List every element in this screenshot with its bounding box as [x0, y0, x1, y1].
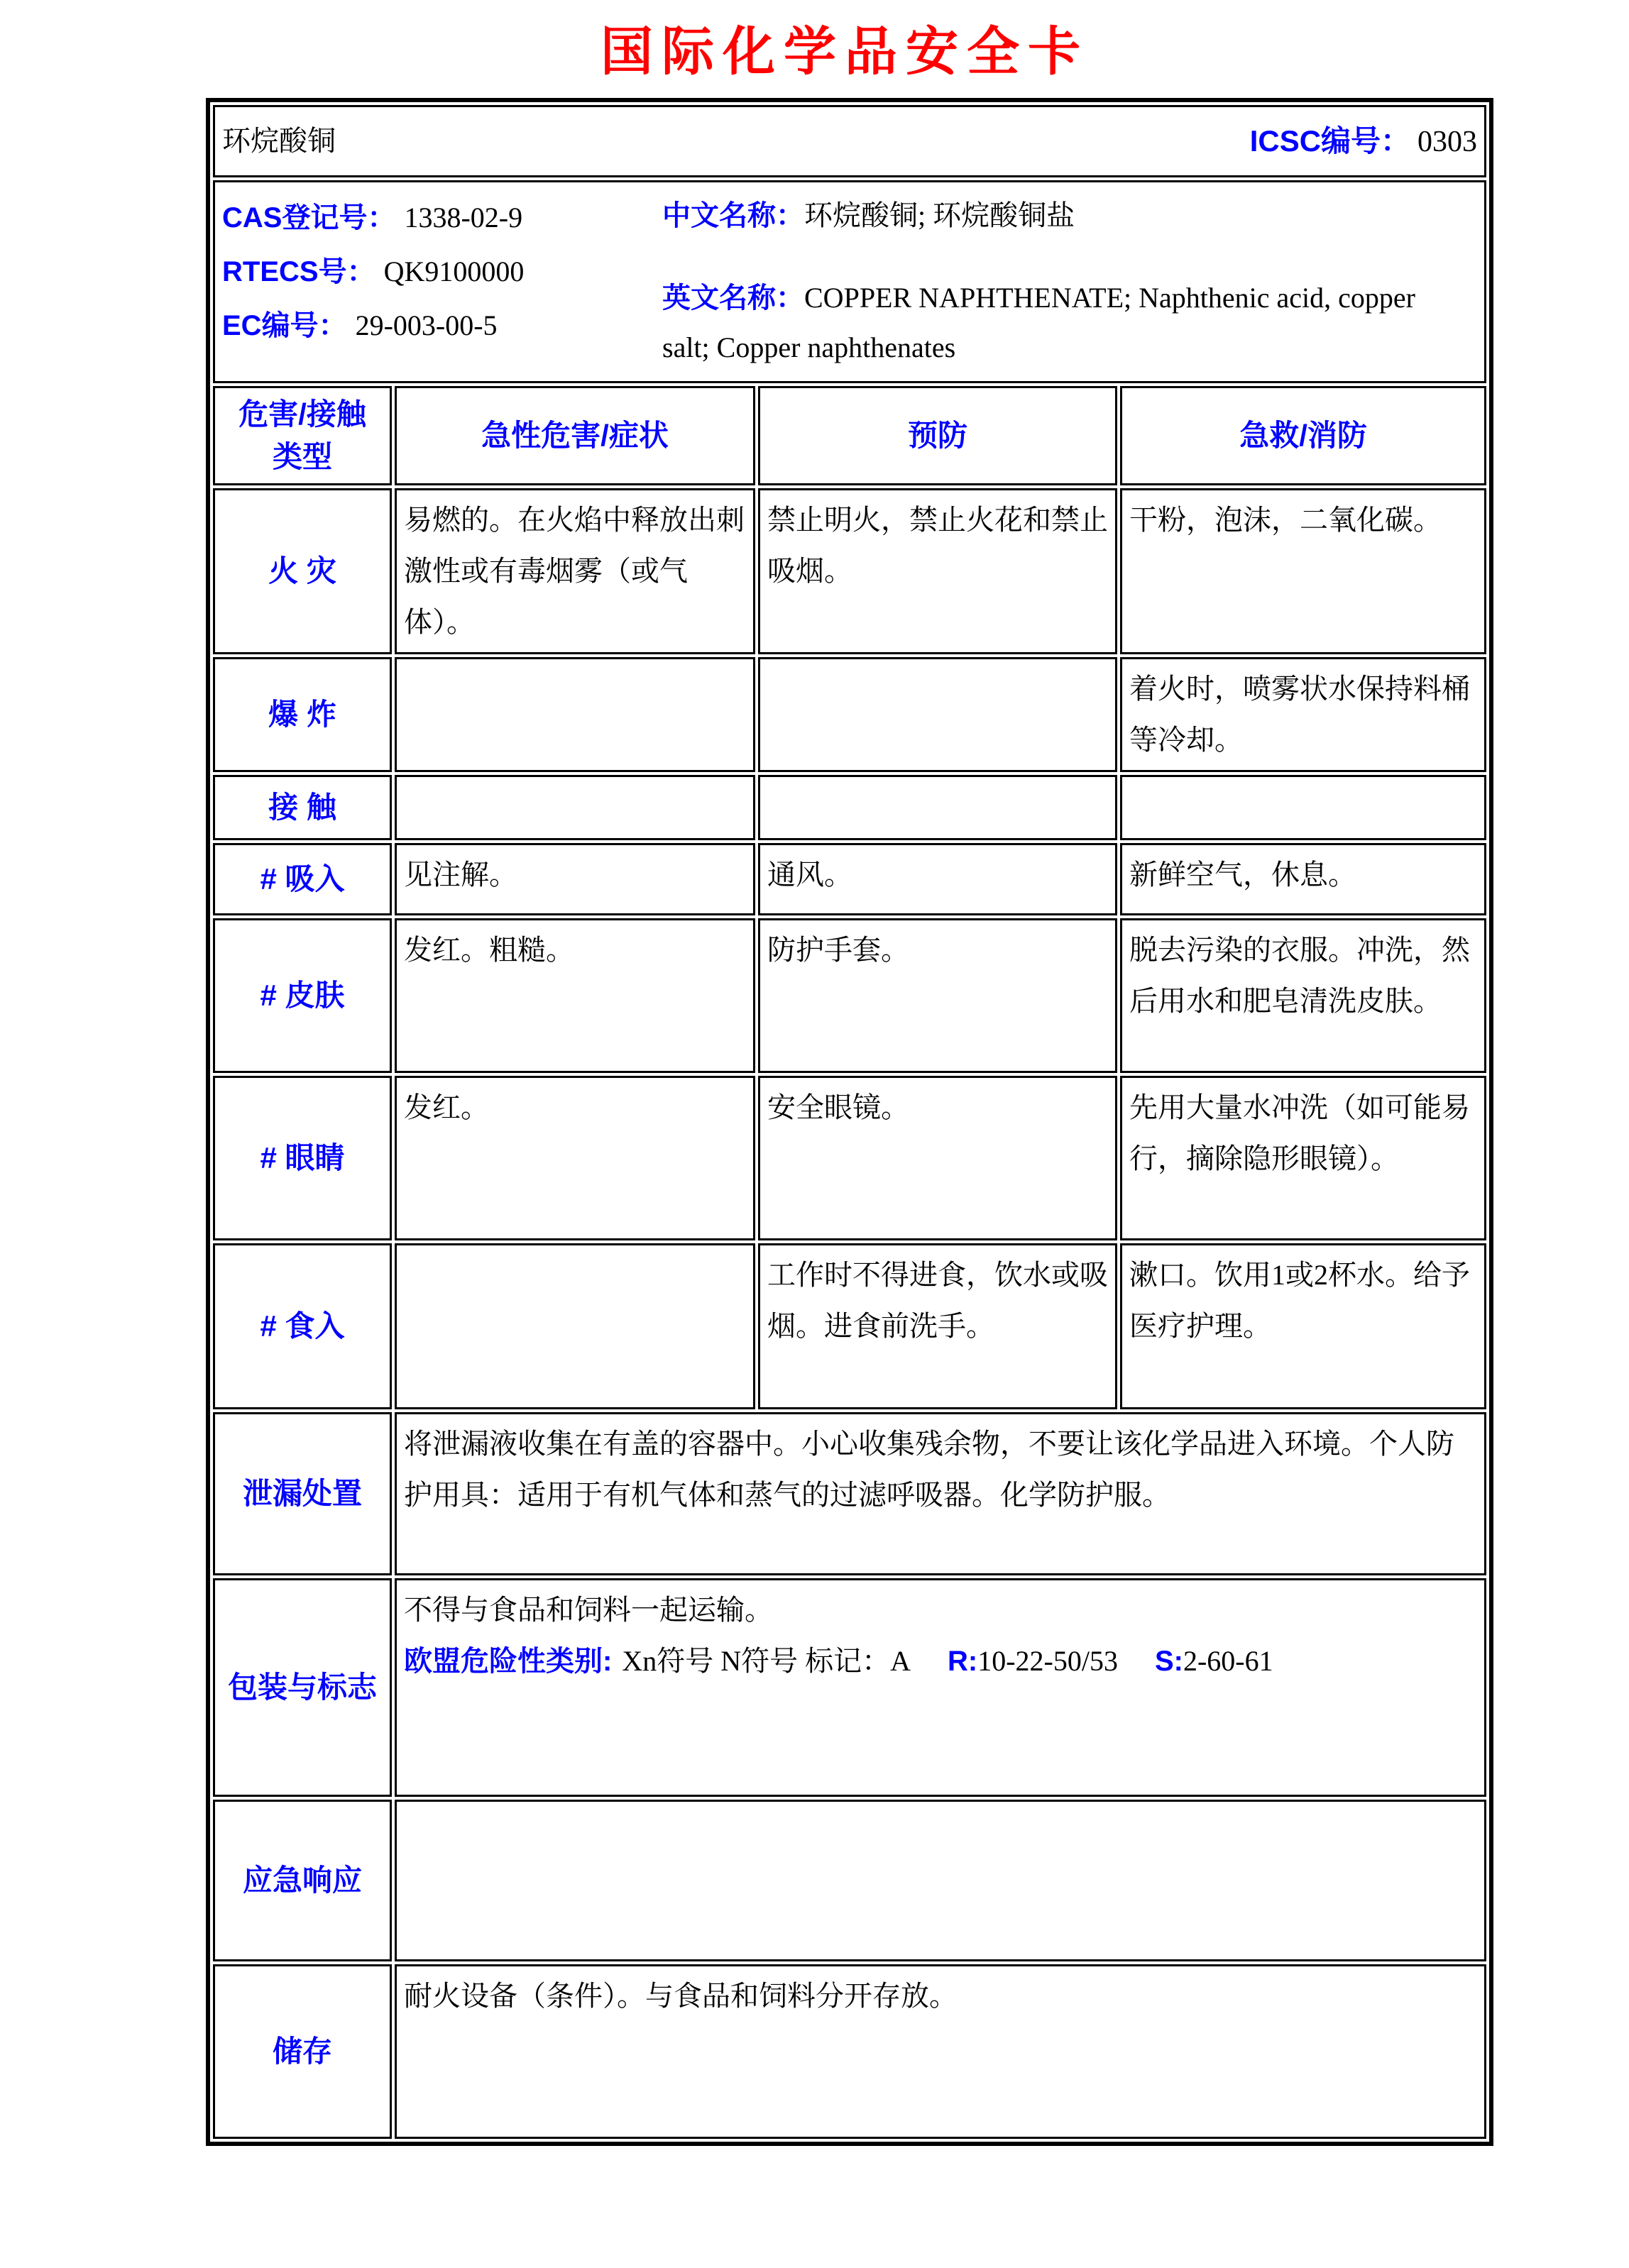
rtecs-number-label: RTECS号：: [222, 256, 375, 287]
symptoms-cell: [395, 1243, 755, 1409]
emergency-response-row: [213, 1800, 1486, 1961]
hazard-type-cell: # 眼睛: [213, 1076, 392, 1240]
registry-numbers-block: [222, 187, 662, 353]
response-cell: 漱口。饮用1或2杯水。给予医疗护理。: [1120, 1243, 1486, 1409]
section-label-cell: 应急响应: [213, 1800, 392, 1961]
prevention-cell: [758, 657, 1117, 772]
identifiers-row: [213, 180, 1486, 383]
symptoms-cell: 见注解。: [395, 843, 755, 915]
s-phrases-label: S:: [1154, 1646, 1183, 1677]
response-cell: 新鲜空气，休息。: [1120, 843, 1486, 915]
storage-row: [213, 1964, 1486, 2139]
response-cell: 干粉，泡沫，二氧化碳。: [1120, 488, 1486, 654]
eu-classification-value: Xn符号 N符号 标记：A: [622, 1645, 911, 1677]
packaging-labelling-content-cell: [395, 1578, 1486, 1797]
table-row-inhalation: [213, 843, 1486, 915]
hazard-type-cell: 火 灾: [213, 488, 392, 654]
symptoms-cell: 发红。: [395, 1076, 755, 1240]
substance-name: 环烷酸铜: [222, 125, 336, 157]
packaging-labelling-row: [213, 1578, 1486, 1797]
packaging-transport-note: 不得与食品和饲料一起运输。: [404, 1594, 773, 1626]
response-cell: 先用大量水冲洗（如可能易行，摘除隐形眼镜）。: [1120, 1076, 1486, 1240]
english-name-line: [662, 273, 1429, 373]
symptoms-cell: [395, 657, 755, 772]
section-label-cell: 泄漏处置: [213, 1412, 392, 1575]
section-label-cell: 储存: [213, 1964, 392, 2139]
section-label-cell: 包装与标志: [213, 1578, 392, 1797]
icsc-number-label: ICSC编号：: [1249, 123, 1411, 158]
chinese-name-value: 环烷酸铜; 环烷酸铜盐: [804, 199, 1075, 231]
table-row-explosion: [213, 657, 1486, 772]
eu-classification-label: 欧盟危险性类别:: [404, 1646, 613, 1677]
emergency-response-content-cell: [395, 1800, 1486, 1961]
prevention-cell: 防护手套。: [758, 918, 1117, 1073]
ec-number-line: [222, 299, 662, 353]
eu-classification-line: [404, 1636, 1477, 1687]
english-name-value: COPPER NAPHTHENATE; Naphthenic acid, copper salt; Copper naphthenates: [662, 282, 1415, 363]
symptoms-cell: 易燃的。在火焰中释放出刺激性或有毒烟雾（或气体）。: [395, 488, 755, 654]
ec-number-value: 29-003-00-5: [355, 309, 498, 341]
column-header-prevention: 预防: [758, 386, 1117, 485]
spill-disposal-content-cell: 将泄漏液收集在有盖的容器中。小心收集残余物，不要让该化学品进入环境。个人防护用具：适用于有机气体和蒸气的过滤呼吸器。化学防护服。: [395, 1412, 1486, 1575]
prevention-cell: 禁止明火，禁止火花和禁止吸烟。: [758, 488, 1117, 654]
prevention-cell: [758, 775, 1117, 840]
card-header-cell: [213, 105, 1486, 177]
symptoms-cell: 发红。粗糙。: [395, 918, 755, 1073]
storage-content-cell: 耐火设备（条件）。与食品和饲料分开存放。: [395, 1964, 1486, 2139]
prevention-cell: 通风。: [758, 843, 1117, 915]
chinese-name-line: [662, 191, 1429, 241]
hazard-type-cell: # 吸入: [213, 843, 392, 915]
cas-number-value: 1338-02-9: [404, 202, 523, 233]
chemical-names-block: [662, 187, 1429, 373]
english-name-label: 英文名称：: [662, 282, 804, 314]
ec-number-label: EC编号：: [222, 310, 347, 341]
chinese-name-label: 中文名称：: [662, 200, 804, 231]
table-row-fire: [213, 488, 1486, 654]
column-header-row: [213, 386, 1486, 485]
r-phrases-value: 10-22-50/53: [977, 1645, 1118, 1677]
icsc-number-value: 0303: [1417, 125, 1478, 158]
table-row-ingestion: [213, 1243, 1486, 1409]
rtecs-number-value: QK9100000: [383, 255, 525, 287]
column-header-response: 急救/消防: [1120, 386, 1486, 485]
rtecs-number-line: [222, 245, 662, 299]
cas-number-line: [222, 191, 662, 245]
table-row-contact: [213, 775, 1486, 840]
cas-number-label: CAS登记号：: [222, 202, 396, 233]
hazard-type-cell: # 食入: [213, 1243, 392, 1409]
symptoms-cell: [395, 775, 755, 840]
column-header-symptoms: 急性危害/症状: [395, 386, 755, 485]
hazard-type-cell: # 皮肤: [213, 918, 392, 1073]
r-phrases-label: R:: [948, 1646, 978, 1677]
response-cell: 脱去污染的衣服。冲洗，然后用水和肥皂清洗皮肤。: [1120, 918, 1486, 1073]
response-cell: [1120, 775, 1486, 840]
page-title: 国际化学品安全卡: [600, 23, 1089, 82]
response-cell: 着火时，喷雾状水保持料桶等冷却。: [1120, 657, 1486, 772]
column-header-hazard-type: 危害/接触 类型: [213, 386, 392, 485]
prevention-cell: 安全眼镜。: [758, 1076, 1117, 1240]
icsc-number-block: [1250, 116, 1477, 167]
hazard-type-cell: 爆 炸: [213, 657, 392, 772]
table-row-eyes: [213, 1076, 1486, 1240]
identifiers-cell: [213, 180, 1486, 383]
s-phrases-value: 2-60-61: [1183, 1645, 1273, 1677]
spill-disposal-row: [213, 1412, 1486, 1575]
card-header-row: [213, 105, 1486, 177]
hazard-type-cell: 接 触: [213, 775, 392, 840]
icsc-card-table: [206, 98, 1493, 2146]
prevention-cell: 工作时不得进食，饮水或吸烟。进食前洗手。: [758, 1243, 1117, 1409]
table-row-skin: [213, 918, 1486, 1073]
